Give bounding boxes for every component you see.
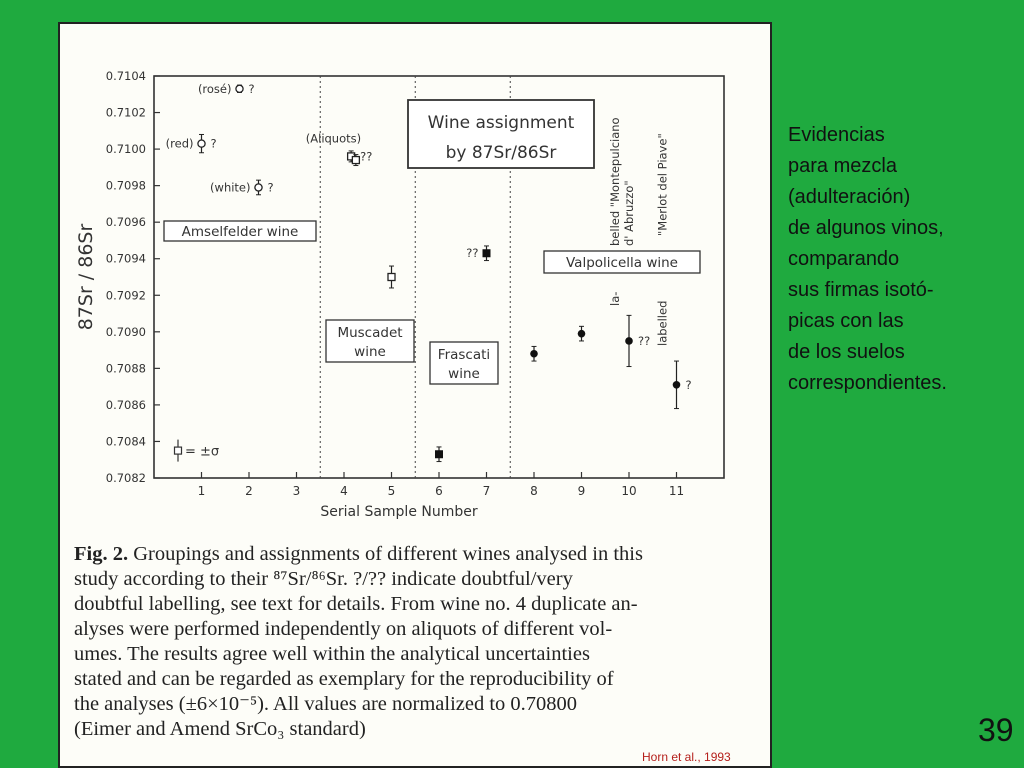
side-line-4: comparando xyxy=(788,248,900,270)
side-line-0: Evidencias xyxy=(788,124,885,146)
group-label-muscadet-2: wine xyxy=(354,344,386,360)
caption-line-1: study according to their ⁸⁷Sr/⁸⁶Sr. ?/?? indicate doubtful/very xyxy=(74,568,573,590)
side-line-6: picas con las xyxy=(788,310,904,332)
data-point xyxy=(530,350,538,358)
data-point xyxy=(255,184,262,191)
title-line-1: Wine assignment xyxy=(427,113,575,133)
figure-caption xyxy=(74,542,724,742)
x-tick-label: 8 xyxy=(530,484,538,498)
point-question-mark: ? xyxy=(685,377,692,392)
point-question-mark: ?? xyxy=(638,333,651,348)
caption-line-0 xyxy=(74,542,724,567)
x-tick-label: 9 xyxy=(577,484,586,498)
wine-isotope-chart xyxy=(60,24,770,539)
side-line-1: para mezcla xyxy=(788,155,897,177)
y-tick-label: 0.7084 xyxy=(105,434,146,449)
group-label-valpolicella: Valpolicella wine xyxy=(566,255,678,271)
y-tick-label: 0.7090 xyxy=(105,324,146,339)
point-question-mark: ?? xyxy=(466,246,479,261)
group-label-muscadet-1: Muscadet xyxy=(337,325,403,341)
x-tick-label: 2 xyxy=(245,484,253,498)
source-credit: Horn et al., 1993 xyxy=(642,750,731,764)
caption-line-7: (Eimer and Amend SrCo₃ standard) xyxy=(74,718,366,740)
vertical-note: belled "Montepulciano xyxy=(608,117,622,246)
point-question-mark: ? xyxy=(267,180,274,195)
group-label-frascati-1: Frascati xyxy=(437,347,491,363)
x-tick-label: 5 xyxy=(387,484,396,498)
caption-text-0: Groupings and assignments of different wines analysed in this xyxy=(133,543,643,565)
point-label: (rosé) xyxy=(197,81,232,96)
data-point xyxy=(352,157,359,164)
caption-line-5: stated and can be regarded as exemplary for the reproducibility of xyxy=(74,668,614,690)
x-axis-label: Serial Sample Number xyxy=(320,504,478,520)
data-point xyxy=(578,330,586,338)
data-point xyxy=(236,85,243,92)
y-tick-label: 0.7096 xyxy=(105,215,146,230)
side-note xyxy=(788,120,947,399)
legend-label: = ±σ xyxy=(185,444,220,460)
caption-line-4: umes. The results agree well within the analytical uncertainties xyxy=(74,643,590,665)
side-line-8: correspondientes. xyxy=(788,372,947,394)
data-point xyxy=(198,140,205,147)
y-tick-label: 0.7098 xyxy=(105,178,146,193)
side-line-2: (adulteración) xyxy=(788,186,911,208)
x-tick-label: 3 xyxy=(292,484,301,498)
side-line-5: sus firmas isotó- xyxy=(788,279,934,301)
vertical-note: d' Abruzzo" xyxy=(622,180,636,246)
point-question-mark: ? xyxy=(248,81,255,96)
vertical-note: la- xyxy=(608,291,622,306)
side-line-7: de los suelos xyxy=(788,341,905,363)
data-point xyxy=(673,381,681,389)
y-tick-label: 0.7088 xyxy=(105,361,146,376)
data-point xyxy=(388,274,395,281)
x-tick-label: 7 xyxy=(482,484,491,498)
point-question-mark: ?? xyxy=(360,149,373,164)
caption-line-6: the analyses (±6×10⁻⁵). All values are normalized to 0.70800 xyxy=(74,693,578,715)
figure-paper xyxy=(58,22,772,768)
point-question-mark: ? xyxy=(210,136,217,151)
y-tick-label: 0.7086 xyxy=(105,397,146,412)
group-label-amselfelder: Amselfelder wine xyxy=(181,224,299,240)
x-tick-label: 4 xyxy=(340,484,348,498)
x-tick-label: 11 xyxy=(668,484,685,498)
data-point xyxy=(625,337,633,345)
point-label: (red) xyxy=(165,136,194,151)
y-tick-label: 0.7094 xyxy=(105,251,146,266)
caption-line-3: alyses were performed independently on aliquots of different vol- xyxy=(74,618,613,640)
caption-fig-label: Fig. 2. xyxy=(74,543,129,565)
x-tick-label: 1 xyxy=(197,484,206,498)
x-tick-label: 6 xyxy=(435,484,443,498)
x-tick-label: 10 xyxy=(621,484,637,498)
legend-marker xyxy=(175,447,182,454)
point-label: (white) xyxy=(210,180,251,195)
data-point xyxy=(435,450,443,458)
side-line-3: de algunos vinos, xyxy=(788,217,944,239)
data-point xyxy=(483,249,491,257)
page-number: 39 xyxy=(978,712,1014,748)
title-line-2: by 87Sr/86Sr xyxy=(445,143,557,163)
caption-line-2: doubtful labelling, see text for details. From wine no. 4 duplicate an- xyxy=(74,593,638,615)
vertical-note: labelled xyxy=(655,300,670,346)
y-axis-label: 87Sr / 86Sr xyxy=(75,223,97,331)
y-tick-label: 0.7092 xyxy=(105,288,146,303)
y-tick-label: 0.7100 xyxy=(105,142,146,157)
group-label-frascati-2: wine xyxy=(448,366,480,382)
point-label: (Aliquots) xyxy=(305,131,362,146)
vertical-note: "Merlot del Piave" xyxy=(655,133,670,236)
y-tick-label: 0.7104 xyxy=(105,69,146,83)
y-tick-label: 0.7102 xyxy=(105,105,146,120)
y-tick-label: 0.7082 xyxy=(105,471,146,485)
